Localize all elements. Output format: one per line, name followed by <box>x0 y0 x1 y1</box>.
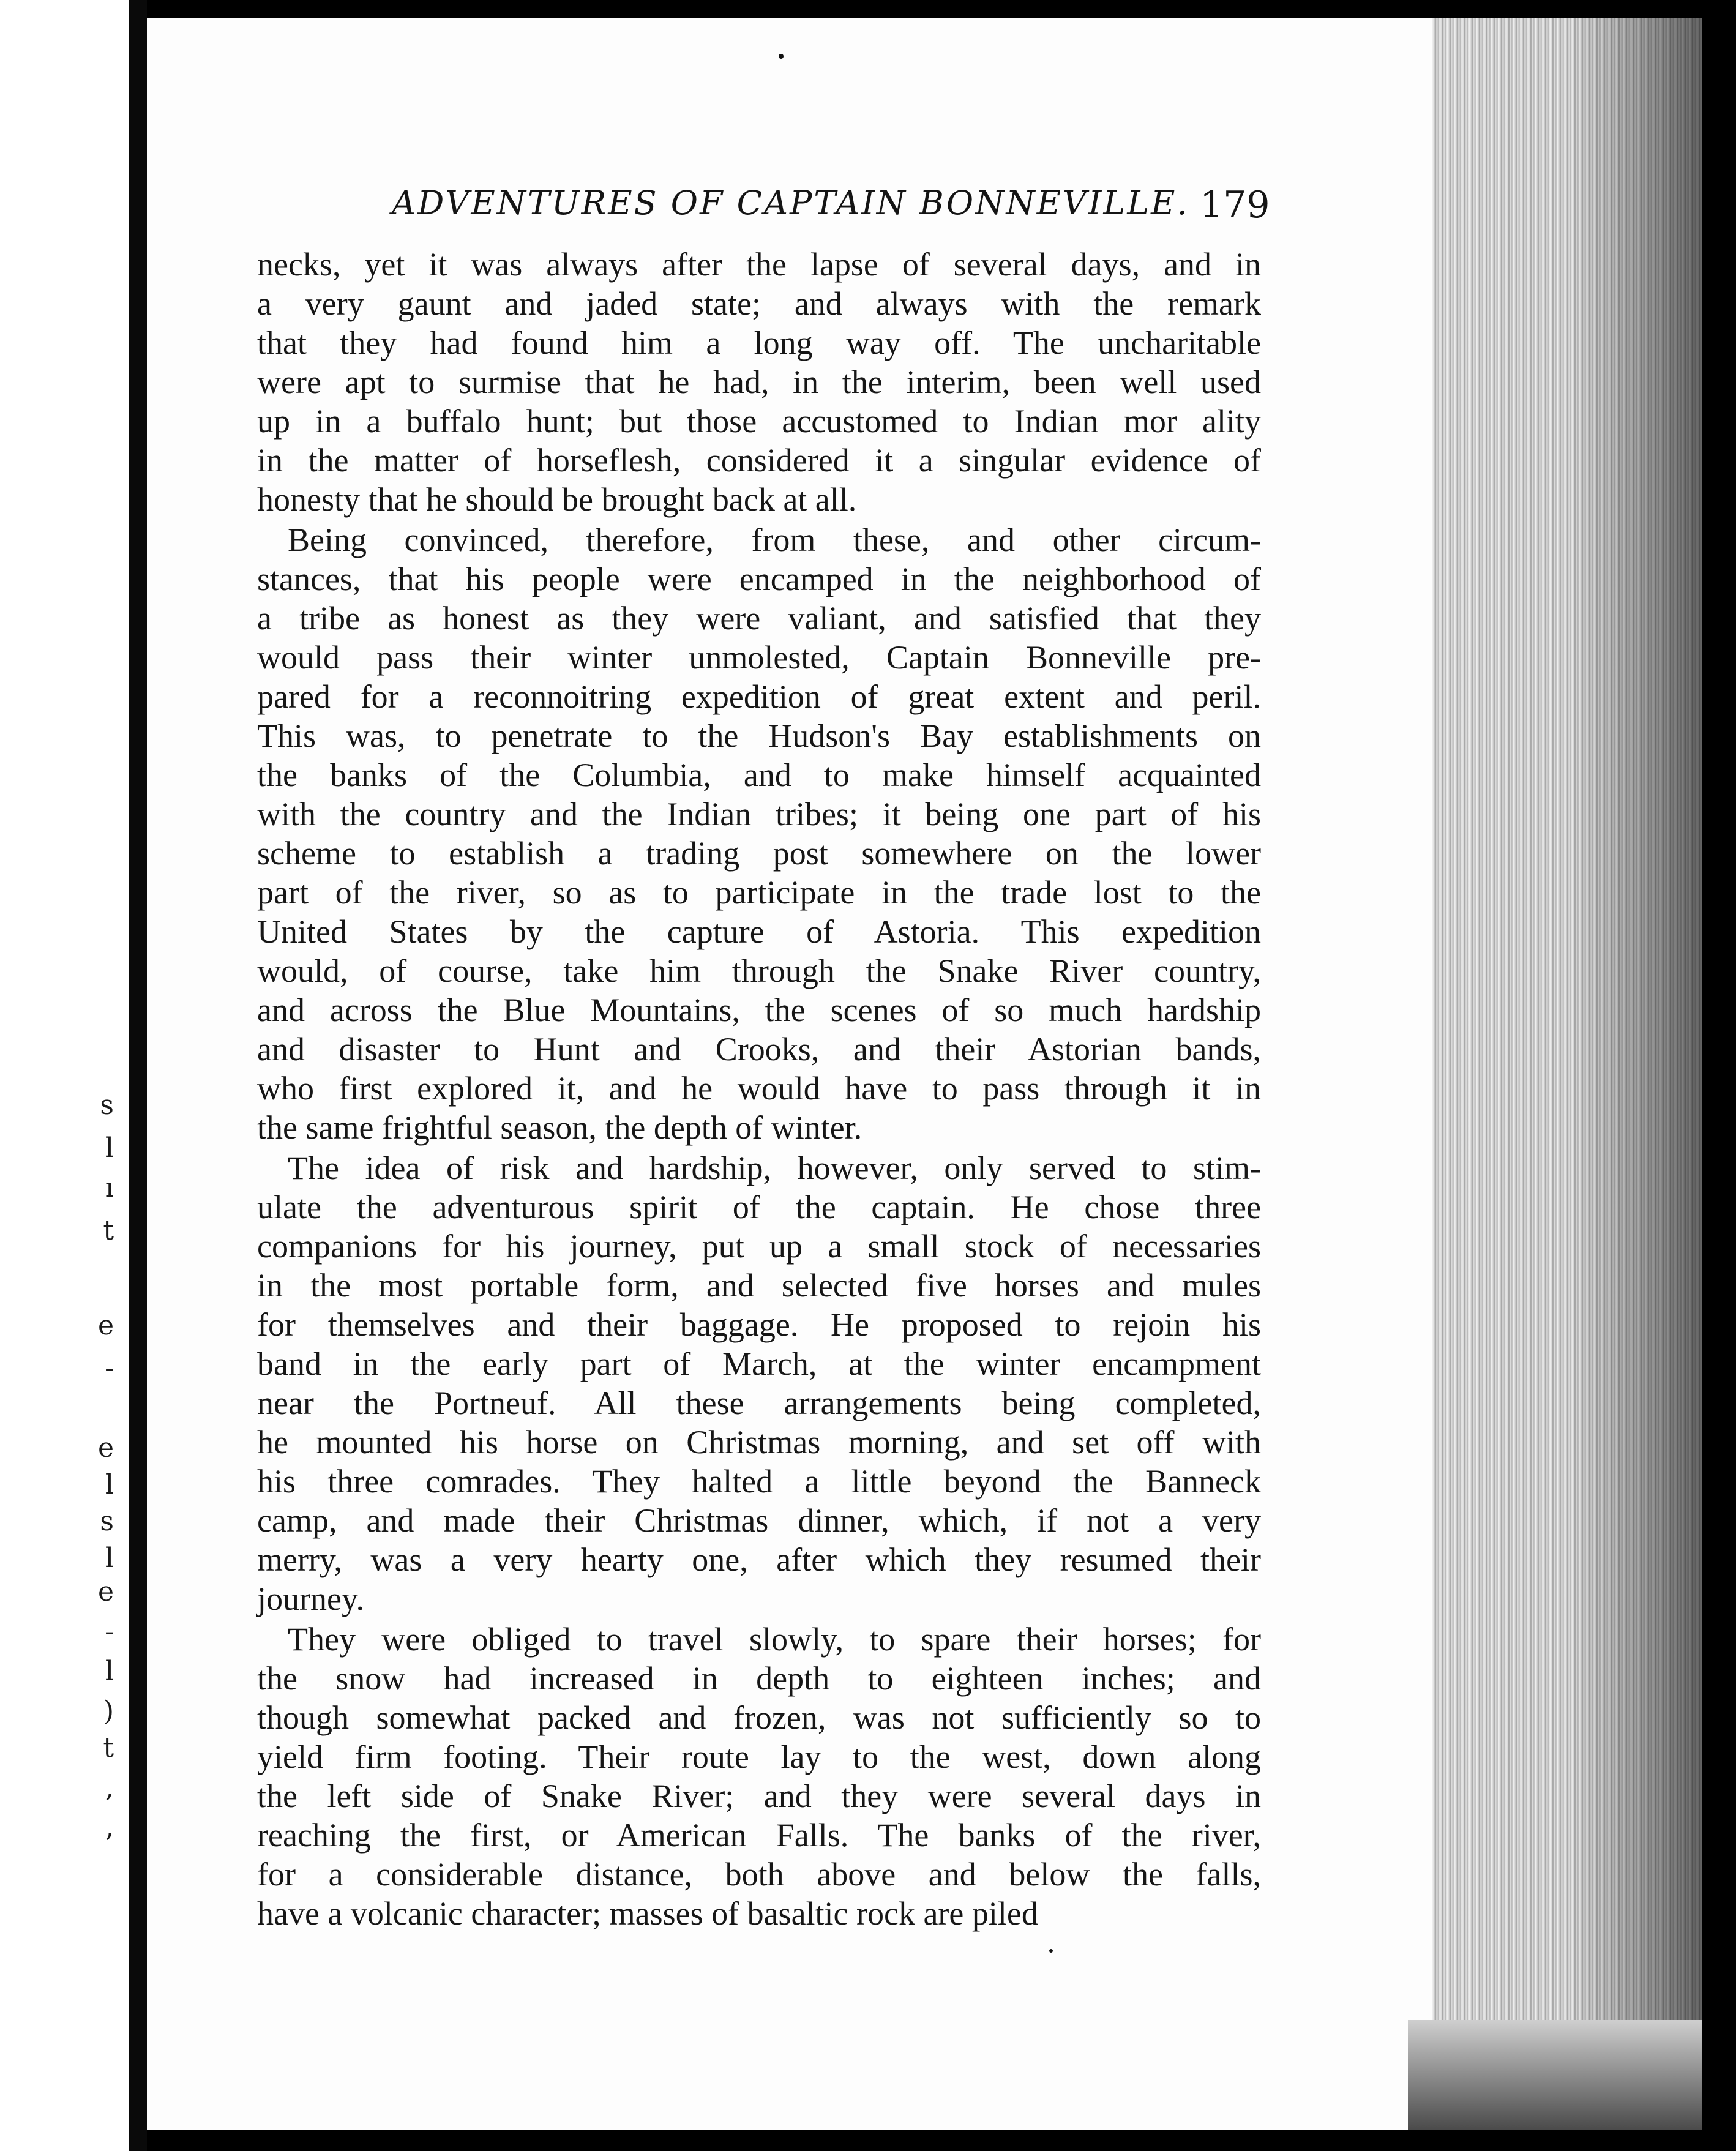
text-line: and across the Blue Mountains, the scenes of so much hardship <box>257 992 1261 1028</box>
margin-fragment: l <box>105 1656 114 1687</box>
text-line: that they had found him a long way off. The uncharitable <box>257 324 1261 361</box>
margin-fragment: - <box>105 1616 114 1647</box>
text-line: yield firm footing. Their route lay to the west, down along <box>257 1738 1261 1775</box>
text-line: scheme to establish a trading post somewhere on the lower <box>257 835 1261 872</box>
text-line: in the matter of horseflesh, considered it a singular evidence of <box>257 442 1261 479</box>
text-line: in the most portable form, and selected five horses and mules <box>257 1267 1261 1304</box>
text-line: for a considerable distance, both above and below the falls, <box>257 1856 1261 1893</box>
text-line: a tribe as honest as they were valiant, and satisfied that they <box>257 600 1261 637</box>
margin-fragment: ı <box>105 1172 114 1203</box>
text-line: They were obliged to travel slowly, to spare their horses; for <box>288 1621 1261 1658</box>
book-gutter <box>129 0 147 2151</box>
text-line: the left side of Snake River; and they were several days in <box>257 1778 1261 1814</box>
text-line: journey. <box>257 1581 364 1617</box>
text-line: honesty that he should be brought back at all. <box>257 481 857 518</box>
running-head: ADVENTURES OF CAPTAIN BONNEVILLE. <box>392 184 1189 222</box>
page-number: 179 <box>1200 184 1270 226</box>
text-line: his three comrades. They halted a little beyond the Banneck <box>257 1463 1261 1500</box>
text-line: the banks of the Columbia, and to make himself acquainted <box>257 757 1261 793</box>
text-line: up in a buffalo hunt; but those accustomed to Indian mor ality <box>257 403 1261 440</box>
margin-fragment: - <box>105 1353 114 1384</box>
speck-mark <box>779 54 784 59</box>
text-line: reaching the first, or American Falls. The banks of the river, <box>257 1817 1261 1854</box>
paragraph <box>257 520 1261 1147</box>
paragraph <box>257 1620 1261 1933</box>
left-facing-page <box>0 0 129 2151</box>
text-line: camp, and made their Christmas dinner, which, if not a very <box>257 1502 1261 1539</box>
text-line: for themselves and their baggage. He proposed to rejoin his <box>257 1306 1261 1343</box>
text-line: United States by the capture of Astoria. This expedition <box>257 913 1261 950</box>
paragraph <box>257 245 1261 519</box>
text-line: and disaster to Hunt and Crooks, and their Astorian bands, <box>257 1031 1261 1068</box>
text-line: companions for his journey, put up a small stock of necessaries <box>257 1228 1261 1265</box>
left-margin-fragments <box>0 0 129 2151</box>
text-line: the snow had increased in depth to eighteen inches; and <box>257 1660 1261 1697</box>
paragraph <box>257 1148 1261 1618</box>
text-line: the same frightful season, the depth of winter. <box>257 1109 862 1146</box>
page-edges-shadow <box>1567 18 1702 2038</box>
margin-fragment: e <box>97 1576 114 1607</box>
text-line: near the Portneuf. All these arrangements being completed, <box>257 1385 1261 1421</box>
margin-fragment: t <box>103 1215 114 1246</box>
text-line: merry, was a very hearty one, after which they resumed their <box>257 1541 1261 1578</box>
margin-fragment: l <box>105 1132 114 1164</box>
text-line: were apt to surmise that he had, in the interim, been well used <box>257 364 1261 400</box>
text-line: Being convinced, therefore, from these, and other circum- <box>288 522 1261 558</box>
text-line: would pass their winter unmolested, Captain Bonneville pre- <box>257 639 1261 676</box>
body-text <box>257 245 1261 1934</box>
margin-fragment: , <box>105 1772 114 1803</box>
text-line: part of the river, so as to participate in the trade lost to the <box>257 874 1261 911</box>
text-line: have a volcanic character; masses of basaltic rock are piled <box>257 1895 1038 1932</box>
text-line: with the country and the Indian tribes; it being one part of his <box>257 796 1261 832</box>
text-line: band in the early part of March, at the winter encampment <box>257 1345 1261 1382</box>
text-line: a very gaunt and jaded state; and always with the remark <box>257 285 1261 322</box>
text-line: stances, that his people were encamped in the neighborhood of <box>257 561 1261 597</box>
margin-fragment: , <box>105 1812 114 1843</box>
margin-fragment: s <box>100 1090 114 1121</box>
margin-fragment: l <box>105 1543 114 1574</box>
margin-fragment: t <box>103 1732 114 1764</box>
margin-fragment: e <box>97 1310 114 1341</box>
speck-mark <box>1049 1949 1053 1953</box>
margin-fragment: l <box>105 1469 114 1500</box>
margin-fragment: ) <box>103 1696 114 1727</box>
text-line: The idea of risk and hardship, however, only served to stim- <box>288 1150 1261 1186</box>
text-line: would, of course, take him through the Snake River country, <box>257 952 1261 989</box>
text-line: ulate the adventurous spirit of the captain. He chose three <box>257 1189 1261 1225</box>
text-line: who first explored it, and he would have to pass through it in <box>257 1070 1261 1107</box>
page-edges-bottom <box>1408 2020 1702 2130</box>
margin-fragment: s <box>100 1506 114 1537</box>
text-line: necks, yet it was always after the lapse of several days, and in <box>257 246 1261 283</box>
margin-fragment: e <box>97 1432 114 1464</box>
text-line: This was, to penetrate to the Hudson's Bay establishments on <box>257 717 1261 754</box>
text-line: pared for a reconnoitring expedition of great extent and peril. <box>257 678 1261 715</box>
text-line: he mounted his horse on Christmas morning, and set off with <box>257 1424 1261 1461</box>
text-line: though somewhat packed and frozen, was not sufficiently so to <box>257 1699 1261 1736</box>
